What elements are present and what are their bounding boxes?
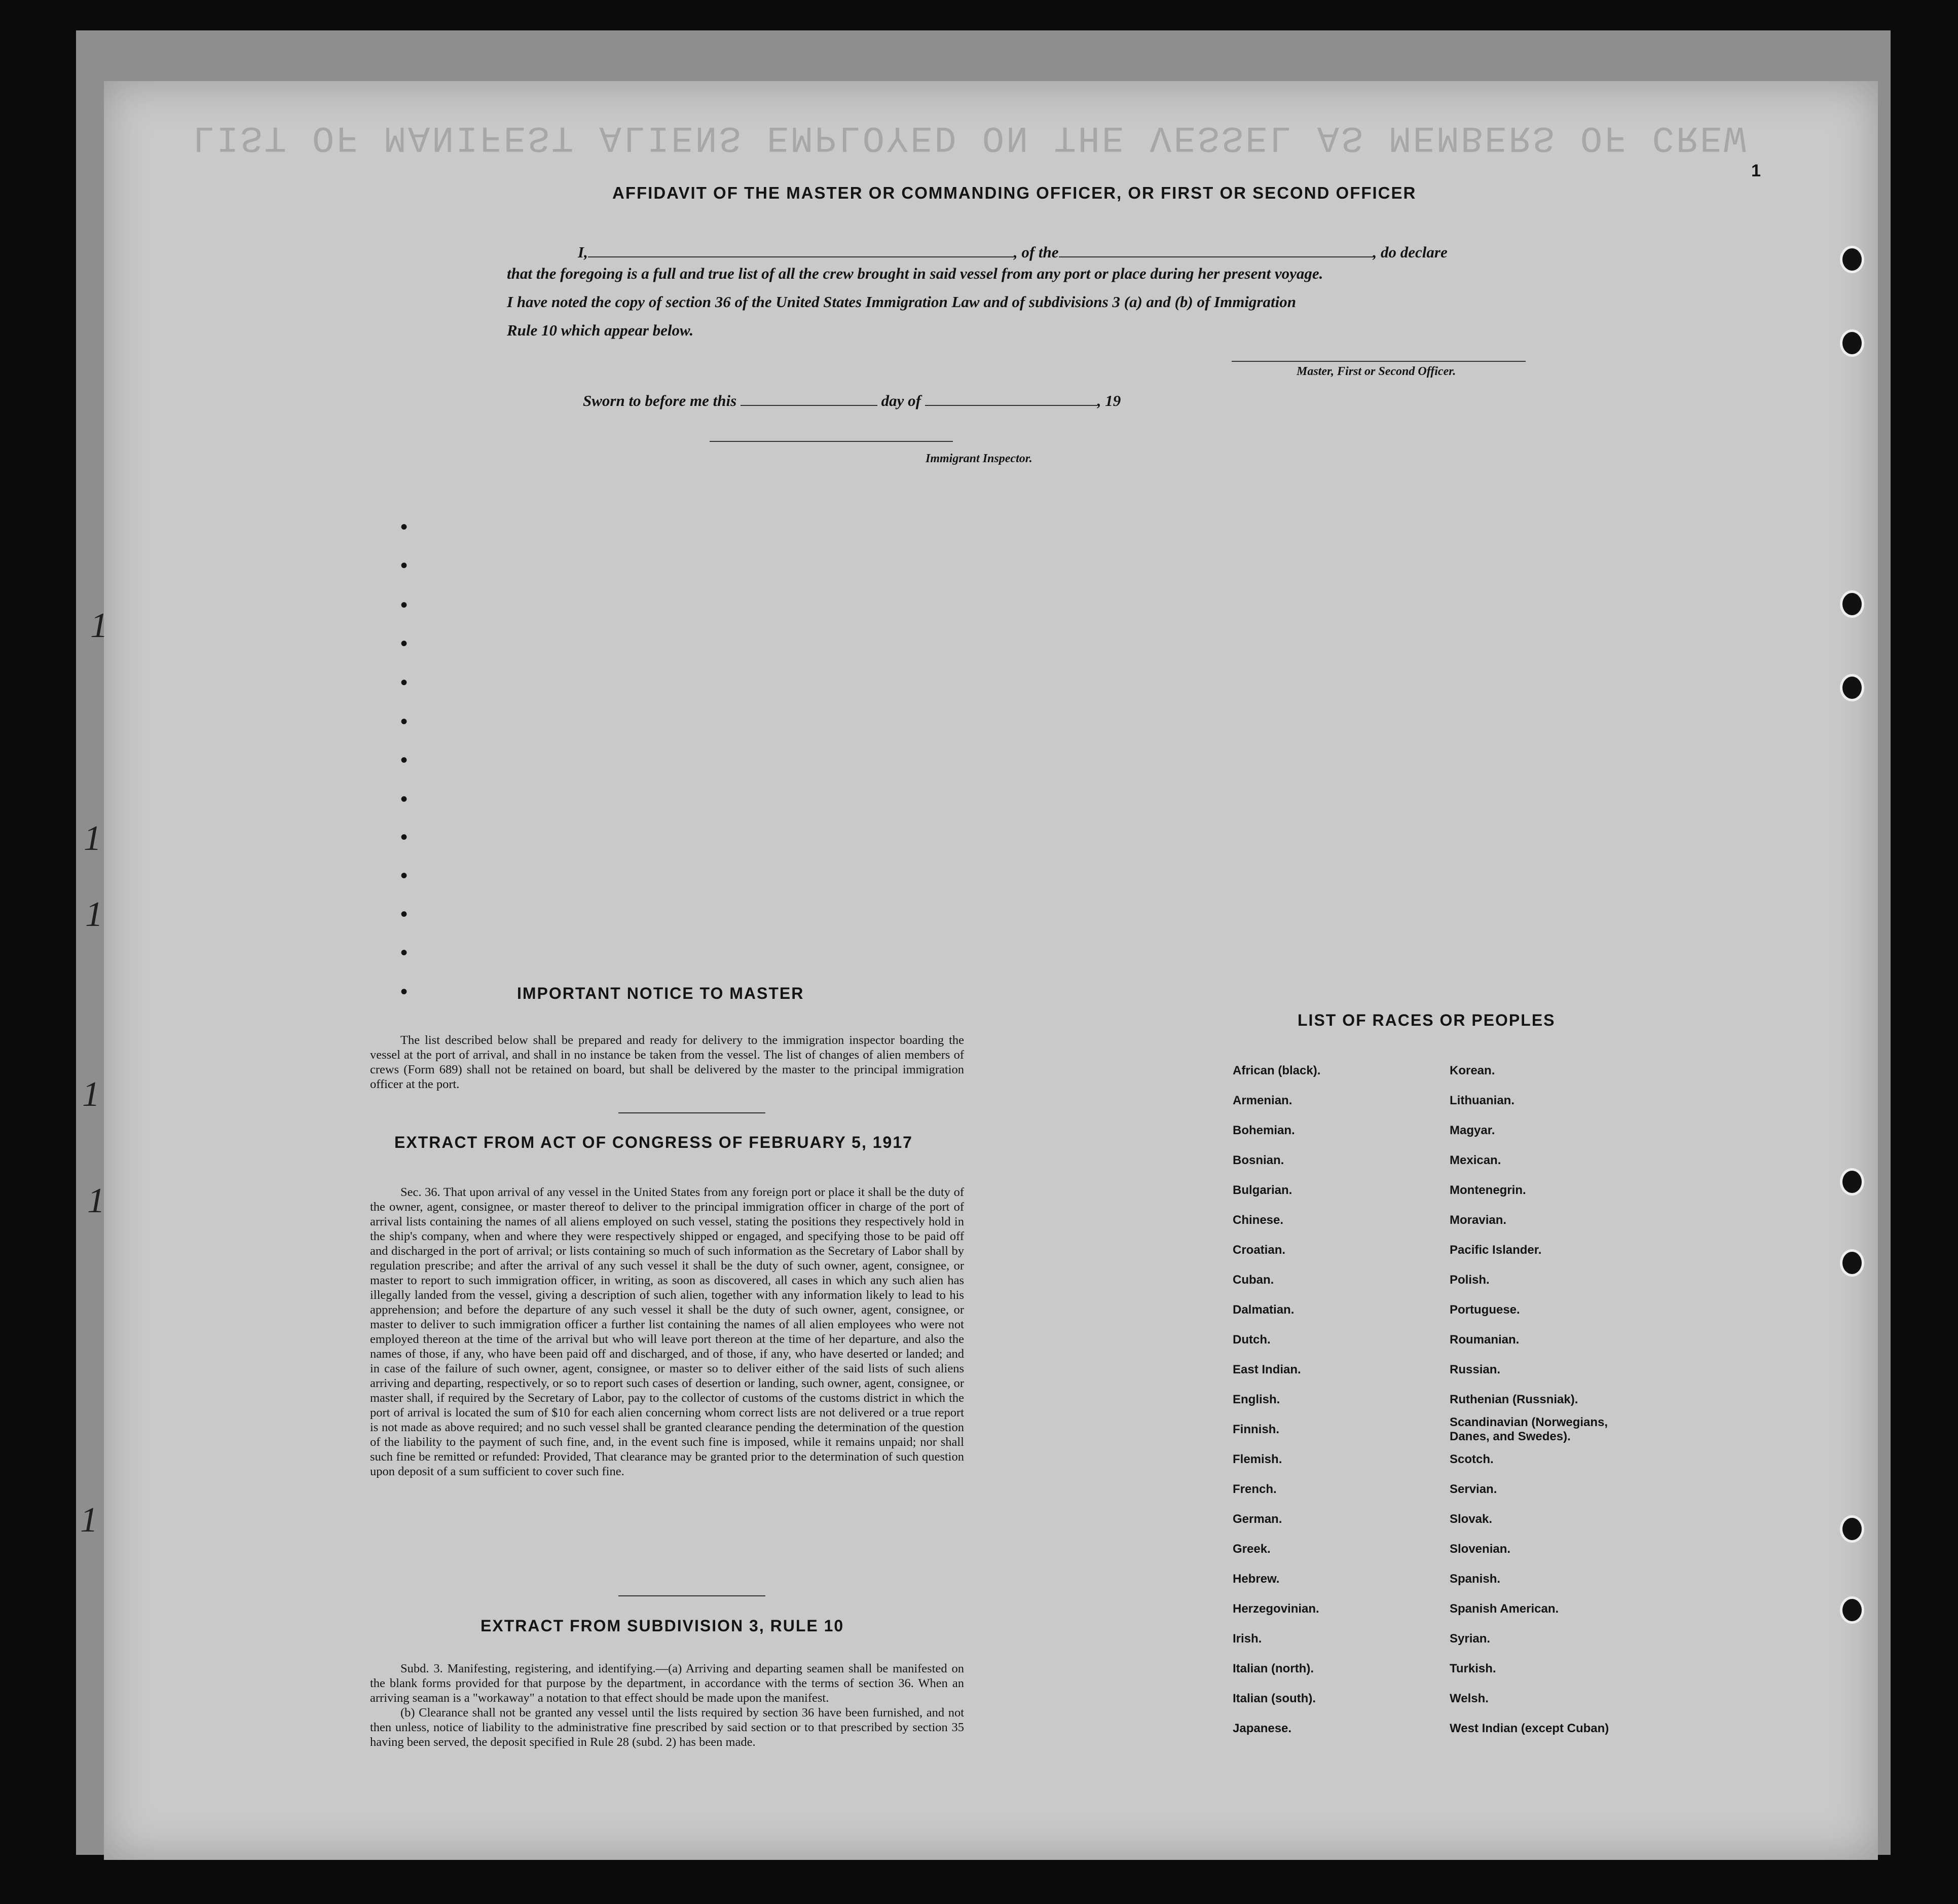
race-item: Turkish. — [1450, 1662, 1496, 1675]
race-item: Finnish. — [1233, 1423, 1279, 1436]
page-number: 1 — [1751, 161, 1761, 180]
binder-hole — [1840, 590, 1864, 618]
sworn-date-blank — [741, 405, 877, 406]
sworn-day-of: day of — [881, 392, 921, 409]
margin-mark: 1 — [80, 1501, 98, 1540]
race-item: Bosnian. — [1233, 1153, 1284, 1167]
race-item: Greek. — [1233, 1542, 1271, 1556]
binder-hole — [1840, 246, 1864, 273]
race-item: Bohemian. — [1233, 1124, 1295, 1137]
race-item: Mexican. — [1450, 1153, 1501, 1167]
reverse-side-show-through: LIST OF MANIFEST ALIENS EMPLOYED ON THE VESSEL AS MEMBERS OF CREW — [193, 117, 1748, 158]
race-item: Scandinavian (Norwegians, Danes, and Swedes). — [1450, 1415, 1608, 1443]
sworn-line — [583, 392, 1121, 410]
race-item: Italian (south). — [1233, 1692, 1316, 1705]
margin-mark: 1 — [82, 1075, 100, 1114]
race-item: Magyar. — [1450, 1124, 1495, 1137]
sworn-month-blank — [925, 405, 1097, 406]
race-item: Croatian. — [1233, 1243, 1286, 1257]
race-item: Montenegrin. — [1450, 1183, 1526, 1197]
race-item: Japanese. — [1233, 1722, 1292, 1735]
race-item: Lithuanian. — [1450, 1094, 1514, 1107]
race-item: Bulgarian. — [1233, 1183, 1292, 1197]
race-item: Herzegovinian. — [1233, 1602, 1319, 1616]
affidavit-of-the: , of the — [1013, 243, 1059, 261]
race-item: Irish. — [1233, 1632, 1262, 1646]
race-item: Dutch. — [1233, 1333, 1271, 1347]
race-item: Armenian. — [1233, 1094, 1292, 1107]
affidavit-line-2: that the foregoing is a full and true list of all the crew brought in said vessel from any port or place during her present voyage. — [507, 265, 1323, 282]
name-blank — [588, 256, 1014, 257]
row-bullet: • — [400, 554, 408, 577]
inspector-signature-line — [710, 441, 953, 442]
race-item: Cuban. — [1233, 1273, 1274, 1287]
rule-extract-text — [370, 1661, 964, 1749]
inspector-signature-caption: Immigrant Inspector. — [926, 452, 1032, 465]
row-bullet: • — [400, 865, 408, 887]
subdivision-a-paragraph: Subd. 3. Manifesting, registering, and identifying.—(a) Arriving and departing seamen shall be manifested on the blank forms provided for that purpose by the department, in accordance with the terms of section 36. When an arriving seaman is a "workaway" a notation to that effect should be made upon the manifest. — [370, 1662, 964, 1705]
race-item: Roumanian. — [1450, 1333, 1520, 1347]
race-item: German. — [1233, 1512, 1282, 1526]
race-item: Scotch. — [1450, 1452, 1494, 1466]
affidavit-line-4: Rule 10 which appear below. — [507, 321, 694, 339]
race-item: Hebrew. — [1233, 1572, 1280, 1586]
races-right-column — [1450, 1056, 1622, 1743]
sworn-prefix: Sworn to before me this — [583, 392, 737, 409]
binder-hole — [1840, 1596, 1864, 1624]
binder-hole — [1840, 1515, 1864, 1543]
races-left-column — [1233, 1056, 1320, 1743]
race-item: Russian. — [1450, 1363, 1501, 1376]
races-title: LIST OF RACES OR PEOPLES — [1298, 1011, 1556, 1029]
race-item: Spanish American. — [1450, 1602, 1559, 1616]
binder-hole — [1840, 1168, 1864, 1196]
affidavit-line-3: I have noted the copy of section 36 of the United States Immigration Law and of subdivisions 3 (a) and (b) of Immigration — [507, 293, 1296, 311]
subdivision-b-paragraph: (b) Clearance shall not be granted any vessel until the lists required by section 36 have been furnished, and not then unless, notice of liability to the administrative fine prescribed by said section or to that prescribed by section 35 having been served, the deposit specified in Rule 28 (subd. 2) has been made. — [370, 1706, 964, 1749]
affidavit-title: AFFIDAVIT OF THE MASTER OR COMMANDING OFFICER, OR FIRST OR SECOND OFFICER — [612, 183, 1417, 202]
master-signature-caption: Master, First or Second Officer. — [1297, 365, 1456, 378]
margin-mark: 1 — [85, 895, 103, 934]
affidavit-declaration-line — [578, 243, 1448, 262]
act-extract-text — [370, 1185, 964, 1479]
race-item: French. — [1233, 1482, 1277, 1496]
rule-extract-title: EXTRACT FROM SUBDIVISION 3, RULE 10 — [481, 1617, 844, 1635]
margin-mark: 1 — [87, 1181, 105, 1220]
notice-title: IMPORTANT NOTICE TO MASTER — [517, 984, 804, 1002]
binder-hole — [1840, 1249, 1864, 1277]
section-divider — [618, 1595, 765, 1596]
race-item: East Indian. — [1233, 1363, 1301, 1376]
row-bullet: • — [400, 749, 408, 771]
row-bullet: • — [400, 788, 408, 810]
affidavit-declare: , do declare — [1373, 243, 1448, 261]
race-item: Italian (north). — [1233, 1662, 1314, 1675]
row-bullet: • — [400, 516, 408, 538]
section-divider — [618, 1112, 765, 1113]
act-extract-title: EXTRACT FROM ACT OF CONGRESS OF FEBRUARY 5, 1917 — [394, 1133, 913, 1151]
row-bullet: • — [400, 826, 408, 848]
row-bullet: • — [400, 942, 408, 964]
race-item: English. — [1233, 1393, 1280, 1406]
race-item: Flemish. — [1233, 1452, 1282, 1466]
race-item: African (black). — [1233, 1064, 1321, 1077]
row-bullet: • — [400, 903, 408, 925]
notice-text — [370, 1033, 964, 1092]
master-signature-line — [1232, 361, 1526, 362]
race-item: Slovak. — [1450, 1512, 1493, 1526]
race-item: Slovenian. — [1450, 1542, 1511, 1556]
margin-mark: 1 — [84, 819, 101, 858]
binder-hole — [1840, 674, 1864, 701]
affidavit-i: I, — [578, 243, 588, 261]
binder-hole — [1840, 329, 1864, 357]
race-item: Spanish. — [1450, 1572, 1501, 1586]
row-bullet: • — [400, 981, 408, 1003]
race-item: Ruthenian (Russniak). — [1450, 1393, 1578, 1406]
race-item: Korean. — [1450, 1064, 1495, 1077]
race-item: Dalmatian. — [1233, 1303, 1295, 1317]
margin-mark: 1 — [90, 606, 108, 645]
race-item: Moravian. — [1450, 1213, 1507, 1227]
sworn-year: , 19 — [1097, 392, 1121, 409]
row-bullet: • — [400, 711, 408, 733]
row-bullet: • — [400, 594, 408, 616]
vessel-blank — [1059, 256, 1373, 257]
race-item: Pacific Islander. — [1450, 1243, 1542, 1257]
race-item: Polish. — [1450, 1273, 1490, 1287]
race-item: West Indian (except Cuban) — [1450, 1722, 1609, 1735]
section-36-paragraph: Sec. 36. That upon arrival of any vessel in the United States from any foreign port or place it shall be the duty of the owner, agent, consignee, or master thereof to deliver to the principal immigration officer in charge of the port of arrival lists containing the names of all aliens employed on such vessel, stating the positions they respectively hold in the ship's company, when and where they were respectively shipped or engaged, and specifying those to be paid off and discharged in the port of arrival; or lists containing so much of such information as the Secretary of Labor shall by regulation prescribe; and after the arrival of any such vessel it shall be the duty of such owner, agent, consignee, or master to report to such immigration officer, in writing, as soon as discovered, all cases in which any such alien has illegally landed from the vessel, giving a description of such alien, together with any information likely to lead to his apprehension; and before the departure of any such vessel it shall be the duty of such owner, agent, consignee, or master to deliver to such immigration officer a further list containing the names of all alien employees who were not employed thereon at the time of the arrival but who will leave port thereon at the time of her departure, and also the names of those, if any, who have been paid off and discharged, and of those, if any, who have deserted or landed; and in case of the failure of such owner, agent, consignee, or master so to deliver either of the said lists of such aliens arriving and departing, respectively, or so to report such cases of desertion or landing, such owner, agent, consignee, or master shall, if required by the Secretary of Labor, pay to the collector of customs of the customs district in which the port of arrival is located the sum of $10 for each alien concerning whom correct lists are not delivered or a true report is not made as above required; and no such vessel shall be granted clearance pending the determination of the question of the liability to the payment of such fine, and, in the event such fine is imposed, while it remains unpaid; nor shall such fine be remitted or refunded: Provided, That clearance may be granted prior to the determination of such question upon deposit of a sum sufficient to cover such fine. — [370, 1185, 964, 1478]
race-item: Chinese. — [1233, 1213, 1284, 1227]
row-bullet: • — [400, 632, 408, 655]
race-item: Welsh. — [1450, 1692, 1489, 1705]
race-item: Portuguese. — [1450, 1303, 1520, 1317]
row-bullet: • — [400, 671, 408, 694]
race-item: Servian. — [1450, 1482, 1497, 1496]
notice-paragraph: The list described below shall be prepared and ready for delivery to the immigration inspector boarding the vessel at the port of arrival, and shall in no instance be taken from the vessel. The list of changes of alien members of crews (Form 689) shall not be retained on board, but shall be delivered by the master to the principal immigration officer at the port. — [370, 1033, 964, 1091]
race-item: Syrian. — [1450, 1632, 1491, 1646]
